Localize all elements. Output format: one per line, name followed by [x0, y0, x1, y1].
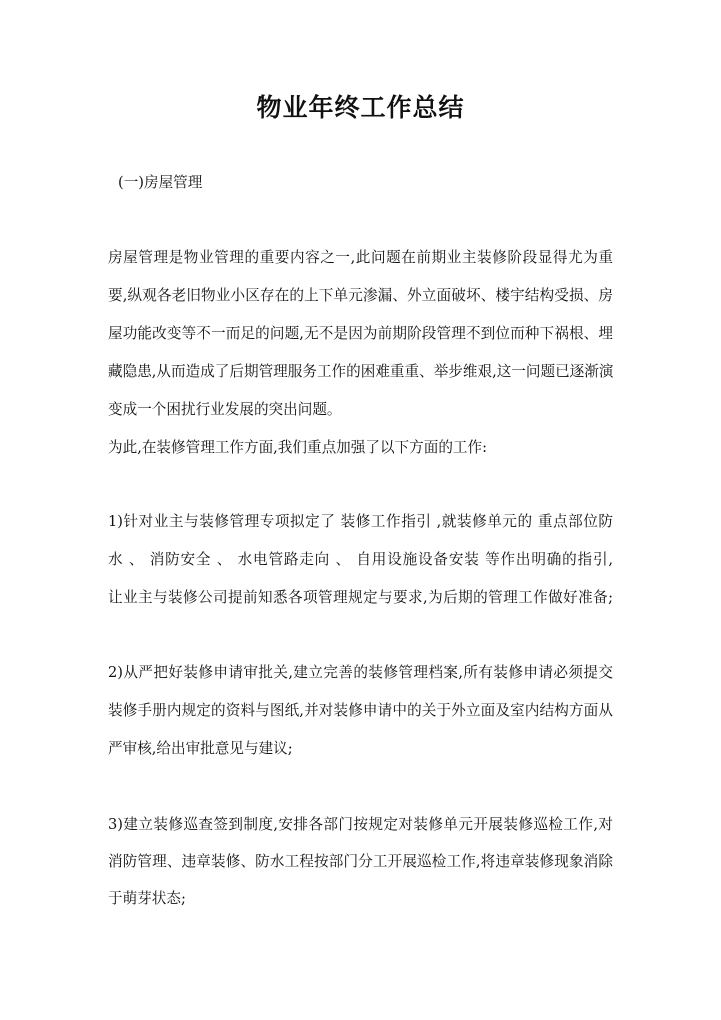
item-3-line: 消防管理、违章装修、防水工程按部门分工开展巡检工作,将违章装修现象消除: [108, 853, 613, 870]
section-heading: (一)房屋管理: [118, 174, 203, 191]
paragraph-line: 变成一个困扰行业发展的突出问题。: [108, 401, 342, 418]
item-1-line: 水 、 消防安全 、 水电管路走向 、 自用设施设备安装 等作出明确的指引,: [108, 551, 613, 568]
item-2-line: 严审核,给出审批意见与建议;: [108, 740, 293, 757]
item-3-line: 于萌芽状态;: [108, 890, 186, 907]
item-1-line: 1)针对业主与装修管理专项拟定了 装修工作指引 ,就装修单元的 重点部位防: [108, 513, 613, 530]
item-3-line: 3)建立装修巡查签到制度,安排各部门按规定对装修单元开展装修巡检工作,对: [108, 816, 613, 833]
paragraph-line: 屋功能改变等不一而足的问题,无不是因为前期阶段管理不到位而种下祸根、埋: [108, 325, 613, 342]
paragraph-line: 要,纵观各老旧物业小区存在的上下单元渗漏、外立面破坏、楼宇结构受损、房: [108, 287, 613, 304]
lead-in-line: 为此,在装修管理工作方面,我们重点加强了以下方面的工作:: [108, 439, 488, 456]
paragraph-line: 房屋管理是物业管理的重要内容之一,此问题在前期业主装修阶段显得尤为重: [108, 249, 613, 266]
item-2-line: 2)从严把好装修申请审批关,建立完善的装修管理档案,所有装修申请必须提交: [108, 664, 613, 681]
document-title: 物业年终工作总结: [256, 93, 465, 122]
paragraph-line: 藏隐患,从而造成了后期管理服务工作的困难重重、举步维艰,这一问题已逐渐演: [108, 363, 614, 380]
item-2-line: 装修手册内规定的资料与图纸,并对装修申请中的关于外立面及室内结构方面从: [108, 702, 613, 719]
item-1-line: 让业主与装修公司提前知悉各项管理规定与要求,为后期的管理工作做好准备;: [108, 589, 613, 606]
